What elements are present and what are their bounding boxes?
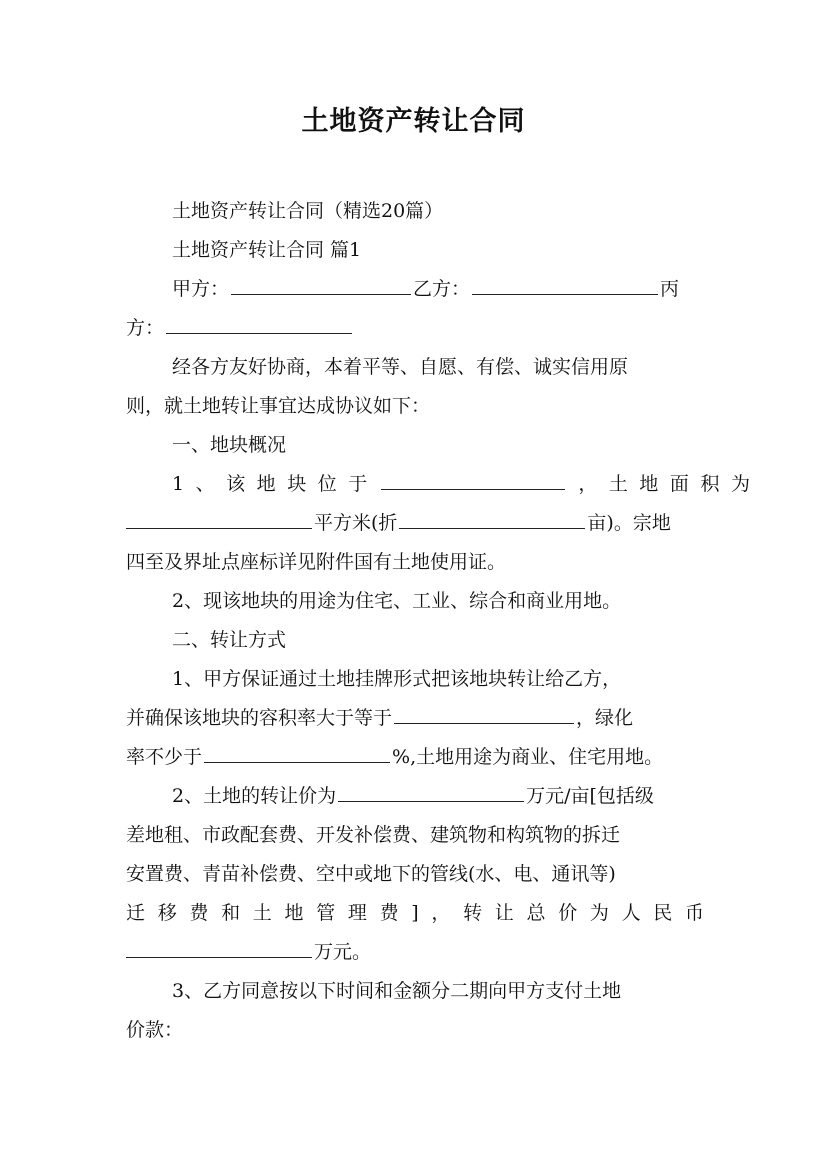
text-fragment: 万元/亩[包括级 [526,785,654,807]
body-text-line: 1、甲方保证通过土地挂牌形式把该地块转让给乙方， [172,668,622,690]
party-a-label: 甲方： [172,278,230,300]
party-b-blank [472,293,658,295]
body-text-line: 经各方友好协商，本着平等、自愿、有偿、诚实信用原 [172,356,629,378]
unit-price-blank [338,800,524,802]
text-fragment: 并确保该地块的容积率大于等于 [126,707,393,729]
document-title: 土地资产转让合同 [301,106,526,137]
text-fragment: 亩)。宗地 [587,512,671,534]
text-fragment: 平方米(折 [314,512,398,534]
text-fragment: %,土地用途为商业、住宅用地。 [392,746,664,768]
green-rate-blank [204,761,390,763]
text-fragment: ，土地面积为 [566,473,750,495]
section-heading: 二、转让方式 [172,629,287,651]
section-heading: 一、地块概况 [172,434,287,456]
location-blank [381,488,565,490]
body-text-line: 差地租、市政配套费、开发补偿费、建筑物和构筑物的拆迁 [126,824,621,846]
plot-ratio-blank [394,722,574,724]
party-c-label-end: 方： [126,317,165,339]
party-c-blank [166,332,352,334]
text-fragment: ，绿化 [576,707,634,729]
body-text-line: 3、乙方同意按以下时间和金额分二期向甲方支付土地 [172,980,622,1002]
body-text-line: 四至及界址点座标详见附件国有土地使用证。 [126,551,507,573]
body-text-line [126,703,704,733]
body-text-line [126,781,750,811]
mu-blank [399,527,585,529]
party-a-blank [231,293,411,295]
body-text-line: 安置费、青苗补偿费、空中或地下的管线(水、电、通讯等) [126,863,616,885]
body-text-line [126,937,704,967]
total-price-blank [126,956,312,958]
party-c-line [126,313,704,343]
text-fragment: 万元。 [314,941,372,963]
body-text-line: 则，就土地转让事宜达成协议如下： [126,395,431,417]
body-text-line [126,469,750,499]
area-blank [126,527,312,529]
body-text-line: 迁移费和土地管理费]，转让总价为人民币 [126,902,704,924]
body-text-line [126,742,704,772]
chapter-heading: 土地资产转让合同 篇1 [172,239,362,261]
party-c-label-start: 丙 [660,278,680,300]
text-fragment: 2、土地的转让价为 [172,785,337,807]
text-fragment: 1、该地块位于 [172,473,379,495]
subtitle-line: 土地资产转让合同（精选20篇） [172,200,444,222]
body-text-line [126,508,704,538]
body-text-line: 价款： [126,1019,184,1041]
body-text-line: 2、现该地块的用途为住宅、工业、综合和商业用地。 [172,590,622,612]
parties-line [126,274,750,304]
text-fragment: 率不少于 [126,746,203,768]
party-b-label: 乙方： [413,278,471,300]
